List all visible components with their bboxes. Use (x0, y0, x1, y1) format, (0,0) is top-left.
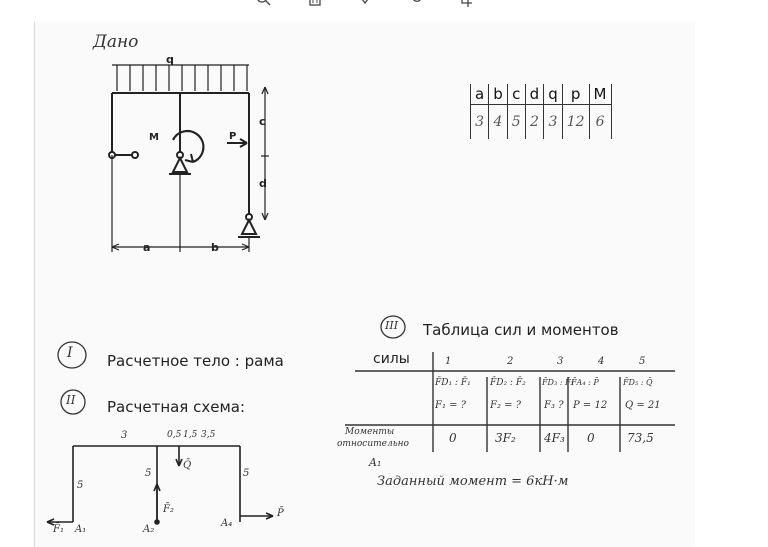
crop-icon[interactable] (458, 0, 474, 6)
force-column-header: 5 (639, 356, 646, 367)
moments-label: Моменты (345, 427, 395, 437)
moment-cell: 3F₂ (495, 431, 516, 445)
scheme-label: A₄ (221, 518, 233, 529)
param-header: b (489, 84, 508, 105)
dimension-c-label: c (259, 115, 266, 128)
rotate-icon[interactable] (409, 0, 425, 6)
scheme-label: Q̄ (183, 460, 192, 471)
scheme-label: A₁ (75, 524, 87, 535)
force-cell: F₂ = ? (490, 400, 522, 411)
section-1-marker: I (67, 345, 73, 361)
force-column-header: 3 (557, 356, 564, 367)
param-header: c (507, 84, 525, 105)
moment-cell: 0 (449, 431, 457, 445)
param-value: 4 (489, 105, 508, 140)
param-header: p (562, 84, 589, 105)
force-label: P (229, 131, 237, 142)
section-3-marker: III (385, 319, 399, 332)
scheme-label: F̄₁ (53, 524, 64, 535)
param-value: 6 (589, 105, 611, 140)
moment-label: M (149, 132, 159, 143)
scheme-label: 5 (145, 468, 152, 479)
param-value: 2 (525, 105, 544, 140)
scheme-label: 5 (243, 468, 250, 479)
moment-cell: 0 (587, 431, 595, 445)
param-value: 12 (562, 105, 589, 140)
force-cell: F̄D₁ : F̄₁ (435, 378, 471, 388)
scheme-label: 3 (121, 430, 128, 441)
load-label: q (166, 53, 174, 66)
force-cell: F₃ ? (544, 400, 564, 411)
force-column-header: 1 (445, 356, 452, 367)
moment-cell: 73,5 (627, 431, 654, 445)
scanned-document (34, 22, 695, 547)
scheme-label: A₂ (143, 524, 155, 535)
param-header: d (525, 84, 544, 105)
force-cell: F̄D₃ : F̄₃ (542, 378, 574, 387)
param-value: 5 (507, 105, 525, 140)
viewer-toolbar (0, 0, 768, 22)
favorite-icon[interactable] (357, 0, 373, 6)
param-header: a (471, 84, 489, 105)
param-value: 3 (471, 105, 489, 140)
moments-point: A₁ (369, 456, 382, 469)
given-moment-note: Заданный момент = 6кН·м (377, 474, 569, 489)
section-1-text: Расчетное тело : рама (107, 352, 284, 370)
force-cell: Q = 21 (625, 400, 661, 411)
moments-label: относительно (337, 439, 409, 449)
scheme-label: 1,5 (183, 430, 198, 440)
moment-cell: 4F₃ (544, 431, 565, 445)
param-header: q (544, 84, 563, 105)
force-cell: F̄D₂ : F̄₂ (490, 378, 526, 388)
scheme-label: 5 (77, 480, 84, 491)
force-cell: P = 12 (573, 400, 608, 411)
force-column-header: 4 (598, 356, 605, 367)
param-header: M (589, 84, 611, 105)
scheme-label: P̄ (277, 508, 284, 519)
dimension-a-label: a (143, 241, 151, 254)
force-cell: F̄A₄ : P̄ (571, 378, 599, 387)
given-label: Дано (93, 32, 139, 52)
delete-icon[interactable] (307, 0, 323, 6)
zoom-icon[interactable] (256, 0, 272, 6)
section-2-marker: II (66, 393, 76, 407)
forces-row-header: силы (373, 351, 410, 367)
force-column-header: 2 (507, 356, 514, 367)
section-3-title: Таблица сил и моментов (423, 321, 619, 339)
scheme-label: F̄₂ (163, 504, 174, 515)
dimension-b-label: b (211, 241, 219, 254)
param-value: 3 (544, 105, 563, 140)
force-cell: F₁ = ? (435, 400, 467, 411)
force-cell: F̄D₅ : Q̄ (623, 378, 653, 387)
scheme-label: 3,5 (201, 430, 216, 440)
section-2-text: Расчетная схема: (107, 398, 246, 416)
dimension-d-label: d (259, 177, 267, 190)
scheme-label: 0,5 (167, 430, 182, 440)
parameters-table (470, 84, 612, 139)
